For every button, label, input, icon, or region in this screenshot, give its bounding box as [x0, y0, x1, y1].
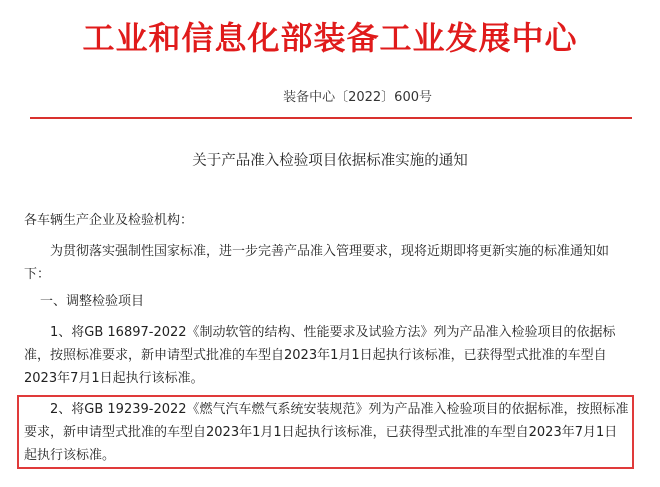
intro-paragraph: 为贯彻落实强制性国家标准，进一步完善产品准入管理要求，现将近期即将更新实施的标准通知如下： — [24, 244, 610, 282]
section-heading: 一、调整检验项目 — [40, 294, 145, 309]
item-1-paragraph: 1、将GB 16897-2022《制动软管的结构、性能要求及试验方法》列为产品准入检验项目的依据标准，按照标准要求，新申请型式批准的车型自2023年1月1日起执行该标准，已获得型式批准的车型自2023年7月1日起执行该标准。 — [24, 325, 616, 386]
doc-title: 关于产品准入检验项目依据标准实施的通知 — [192, 153, 468, 169]
doc-number: 装备中心〔2022〕600号 — [283, 90, 432, 105]
item-2-paragraph: 2、将GB 19239-2022《燃气汽车燃气系统安装规范》列为产品准入检验项目的依据标准，按照标准要求，新申请型式批准的车型自2023年1月1日起执行该标准，已获得型式批准的车型自2023年7月1日起执行该标准。 — [24, 402, 629, 463]
org-title: 工业和信息化部装备工业发展中心 — [82, 19, 578, 57]
red-divider — [30, 117, 632, 119]
salutation: 各车辆生产企业及检验机构： — [24, 213, 194, 228]
